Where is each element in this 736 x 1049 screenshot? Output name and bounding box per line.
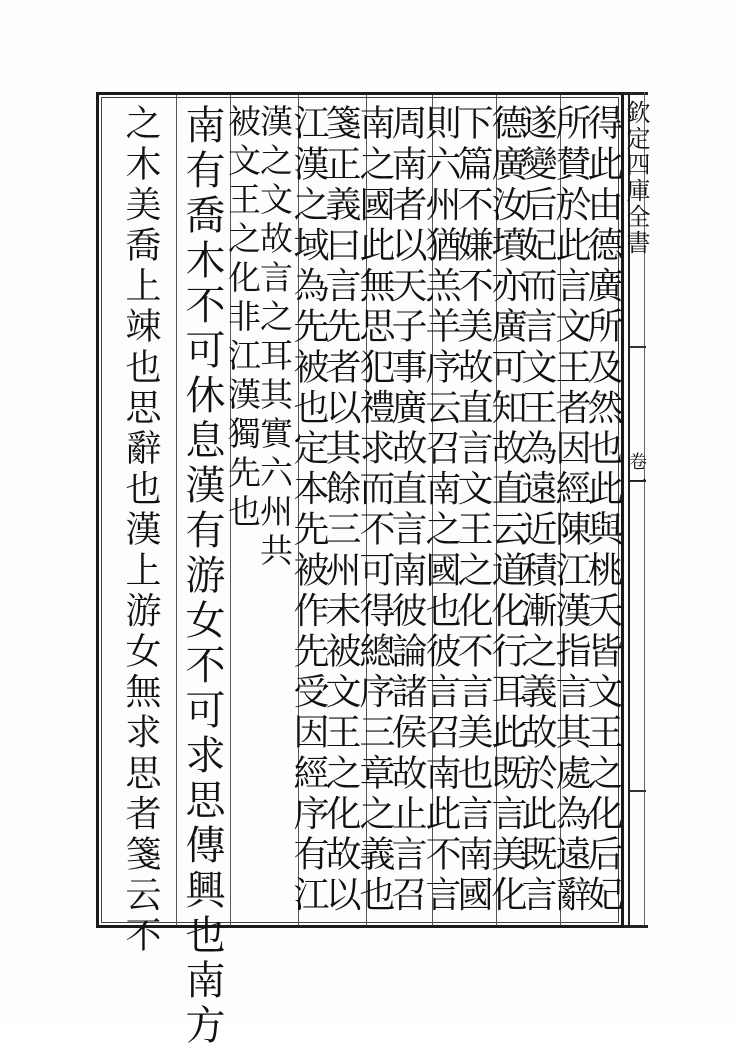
- text-column-8: 南之國此無思犯禮求而不可得總序三章之義也: [354, 104, 395, 916]
- text-column-12: 被文王之化非江漢獨先也: [223, 104, 262, 533]
- text-column-5: 下篇不嫌不美故直言文王之化不言美也言南國: [452, 104, 493, 916]
- column-rule: [176, 95, 177, 925]
- text-column-6: 則六州猶羔羊序云召南之國也彼言召南此不言: [420, 104, 461, 916]
- text-column-13: 南有喬木不可休息漢有游女不可求思傳興也南方: [179, 104, 225, 1049]
- text-column-10: 江漢之域為先被也定本先被作先受因經序有江: [288, 104, 329, 916]
- spine-tick: [630, 346, 646, 348]
- spine-tick: [630, 790, 646, 792]
- book-title: 欽定四庫全書: [622, 100, 650, 256]
- text-column-4: 德廣汝墳亦廣可知故直云道化行耳此既言美化: [486, 104, 527, 916]
- text-column-11: 漢之文故言之耳其實六州共: [255, 104, 294, 572]
- juan-label: 卷一: [626, 452, 647, 492]
- text-column-3: 遂變后妃而言文王為遠近積漸之義故於此既言: [516, 104, 557, 916]
- text-column-1: 得此由德廣所及然也此與桃夭皆文王之化后妃: [582, 104, 623, 916]
- text-column-14: 之木美喬上竦也思辭也漢上游女無求思者箋云不: [120, 104, 161, 957]
- text-column-7: 周南者以天子事廣故直言南彼論諸侯故止言召: [386, 104, 427, 916]
- text-column-9: 箋正義曰言先者以其餘三州未被文王之化故以: [320, 104, 361, 916]
- spine-cap-bottom: [624, 925, 648, 928]
- text-column-2: 所賛於此言文王者因經陳江漢指言其處為遠辭: [550, 104, 591, 916]
